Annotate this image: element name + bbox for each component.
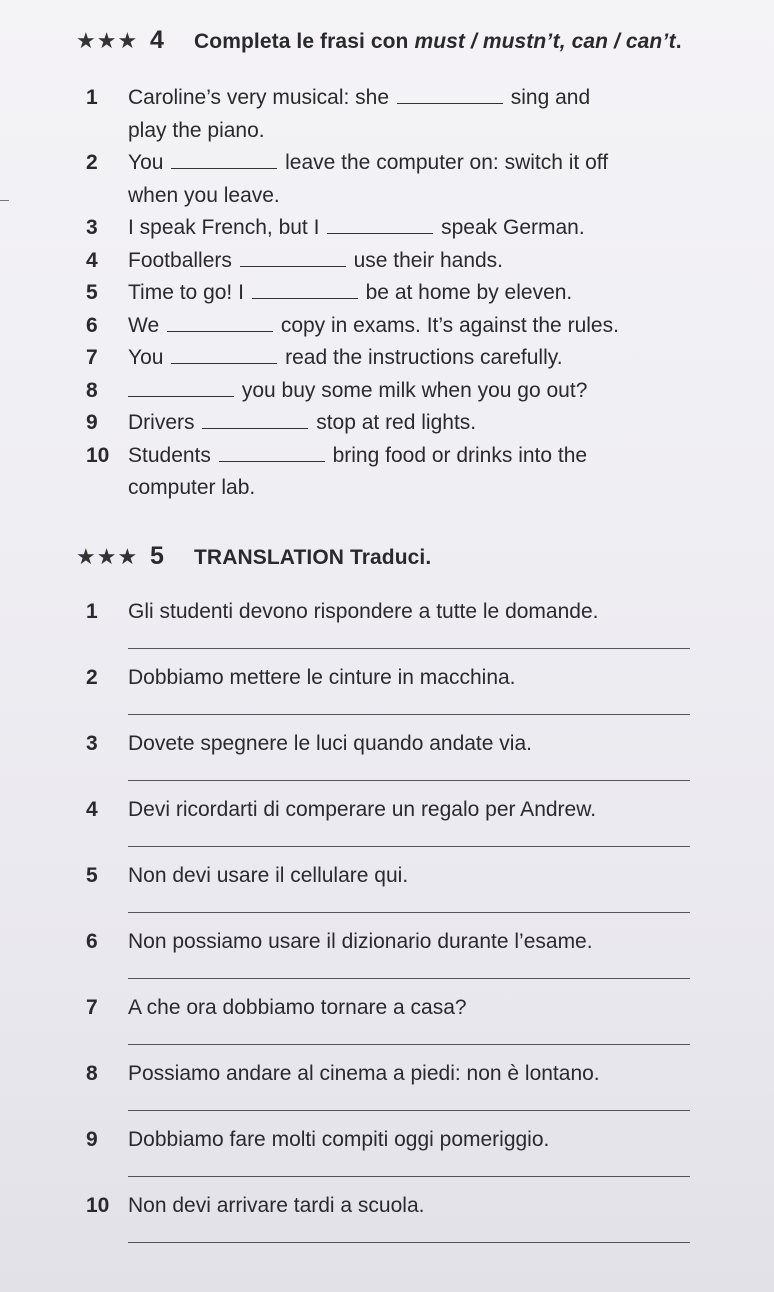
fill-in-item-7: 7 You read the instructions carefully. (86, 342, 706, 375)
margin-mark (0, 200, 9, 201)
answer-line[interactable] (128, 780, 690, 781)
answer-blank[interactable] (219, 460, 325, 462)
answer-blank[interactable] (202, 427, 308, 429)
fill-in-item-1: 1 Caroline’s very musical: she sing and play the piano. (86, 82, 706, 147)
answer-line[interactable] (128, 978, 690, 979)
answer-line[interactable] (128, 648, 690, 649)
translation-item-4 (86, 796, 726, 862)
sentence-text: Devi ricordarti di comperare un regalo per Andrew. (128, 798, 597, 821)
difficulty-stars: ★★★ (76, 28, 139, 53)
answer-blank[interactable] (128, 395, 234, 397)
exercise-number: 5 (150, 542, 164, 570)
fill-in-item-10: 10 Students bring food or drinks into the computer lab. (86, 440, 706, 505)
item-number: 9 (86, 411, 98, 434)
item-number: 3 (86, 732, 98, 755)
sentence-text: Dovete spegnere le luci quando andate via. (128, 732, 532, 755)
answer-line[interactable] (128, 1044, 690, 1045)
exercise-5-items (86, 598, 726, 1258)
item-number: 2 (86, 666, 98, 689)
sentence-text: Non devi arrivare tardi a scuola. (128, 1194, 425, 1217)
fill-in-item-3: 3 I speak French, but I speak German. (86, 212, 706, 245)
translation-item-9 (86, 1126, 726, 1192)
answer-blank[interactable] (397, 102, 503, 104)
translation-item-1 (86, 598, 726, 664)
translation-item-8 (86, 1060, 726, 1126)
item-number: 6 (86, 313, 98, 337)
translation-item-6 (86, 928, 726, 994)
exercise-number: 4 (150, 26, 164, 54)
sentence-text: Gli studenti devono rispondere a tutte le domande. (128, 600, 599, 623)
item-number: 4 (86, 248, 98, 272)
exercise-4-header (76, 26, 682, 55)
item-number: 6 (86, 930, 98, 953)
answer-line[interactable] (128, 1176, 690, 1177)
sentence-text: Non devi usare il cellulare qui. (128, 864, 409, 887)
fill-in-item-4: 4 Footballers use their hands. (86, 245, 706, 278)
answer-blank[interactable] (327, 232, 433, 234)
translation-item-2 (86, 664, 726, 730)
translation-item-10 (86, 1192, 726, 1258)
answer-line[interactable] (128, 714, 690, 715)
item-number: 7 (86, 346, 98, 369)
translation-item-5 (86, 862, 726, 928)
difficulty-stars: ★★★ (76, 544, 139, 569)
translation-item-3 (86, 730, 726, 796)
item-number: 4 (86, 798, 98, 821)
sentence-text: Non possiamo usare il dizionario durante l’esame. (128, 930, 593, 953)
item-number: 2 (86, 151, 98, 174)
answer-line[interactable] (128, 912, 690, 913)
translation-item-7 (86, 994, 726, 1060)
item-number: 10 (86, 443, 110, 467)
sentence-text: Dobbiamo mettere le cinture in macchina. (128, 666, 516, 689)
item-number: 1 (86, 600, 98, 623)
sentence-text: A che ora dobbiamo tornare a casa? (128, 996, 467, 1019)
answer-line[interactable] (128, 1110, 690, 1111)
exercise-4-items (86, 82, 706, 505)
item-number: 5 (86, 864, 98, 887)
fill-in-item-6: 6 We copy in exams. It’s against the rules. (86, 310, 706, 343)
exercise-title: Completa le frasi con must / mustn’t, can / can’t. (194, 30, 682, 53)
answer-line[interactable] (128, 846, 690, 847)
exercise-5-header (76, 542, 431, 571)
answer-blank[interactable] (252, 297, 358, 299)
item-number: 8 (86, 378, 98, 402)
sentence-text: Dobbiamo fare molti compiti oggi pomeriggio. (128, 1128, 550, 1151)
answer-line[interactable] (128, 1242, 690, 1243)
item-number: 9 (86, 1128, 98, 1151)
item-number: 5 (86, 281, 98, 304)
exercise-title: TRANSLATION Traduci. (194, 546, 432, 569)
sentence-text: Possiamo andare al cinema a piedi: non è lontano. (128, 1062, 600, 1085)
fill-in-item-5: 5 Time to go! I be at home by eleven. (86, 277, 706, 310)
fill-in-item-8: 8 you buy some milk when you go out? (86, 375, 706, 408)
item-number: 1 (86, 86, 98, 109)
answer-blank[interactable] (171, 362, 277, 364)
item-number: 8 (86, 1062, 98, 1085)
item-number: 3 (86, 216, 98, 239)
item-number: 10 (86, 1194, 110, 1217)
fill-in-item-9: 9 Drivers stop at red lights. (86, 407, 706, 440)
fill-in-item-2: 2 You leave the computer on: switch it off when you leave. (86, 147, 706, 212)
item-number: 7 (86, 996, 98, 1019)
answer-blank[interactable] (240, 265, 346, 267)
answer-blank[interactable] (167, 330, 273, 332)
answer-blank[interactable] (171, 167, 277, 169)
